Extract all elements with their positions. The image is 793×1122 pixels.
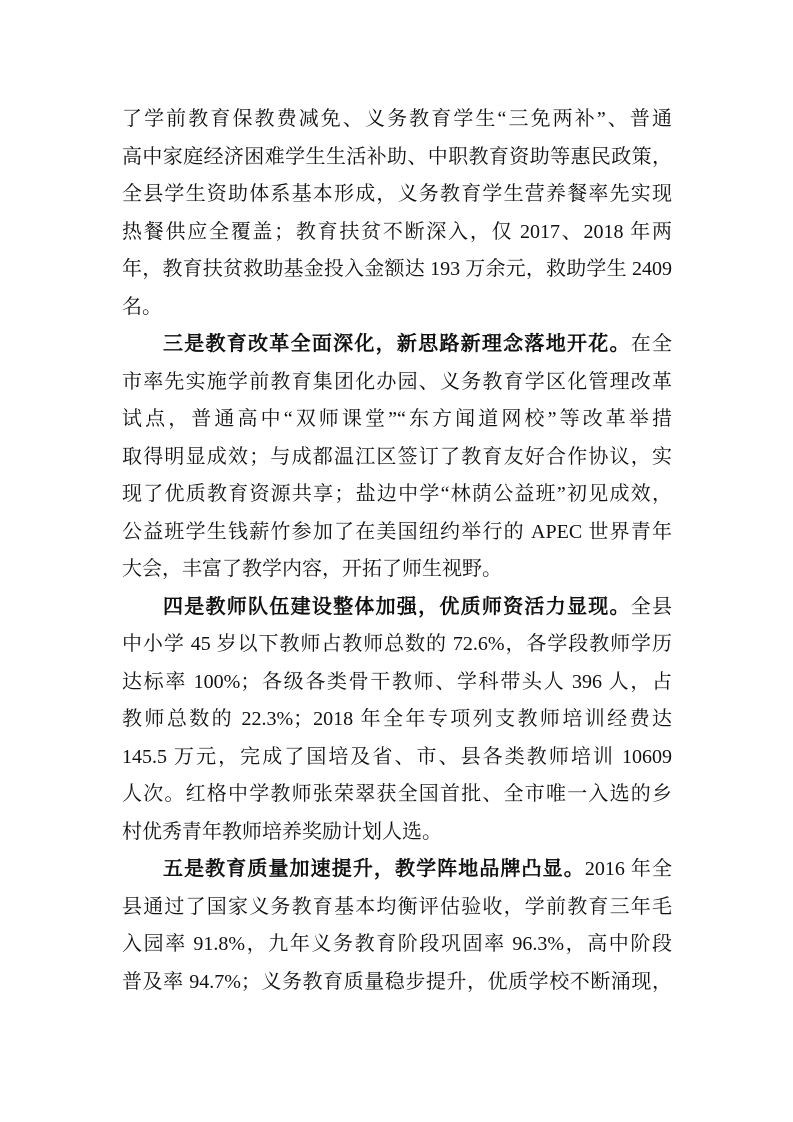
- text-line: 取得明显成效；与成都温江区签订了教育友好合作协议，实: [122, 445, 672, 468]
- text-line: 现了优质教育资源共享；盐边中学“林荫公益班”初见成效，: [122, 483, 672, 505]
- text-span: 2016 年全: [584, 858, 673, 880]
- text-line: [122, 589, 672, 627]
- text-line: 村优秀青年教师培养奖励计划人选。: [122, 820, 442, 843]
- paragraph-teachers: [122, 589, 672, 852]
- text-line: 全县学生资助体系基本形成，义务教育学生营养餐率先实现: [122, 183, 672, 205]
- text-line: 中小学 45 岁以下教师占教师总数的 72.6%，各学段教师学历: [122, 633, 672, 655]
- text-line: 县通过了国家义务教育基本均衡评估验收，学前教育三年毛: [122, 895, 672, 918]
- text-line: [122, 851, 672, 889]
- text-line: 市率先实施学前教育集团化办园、义务教育学区化管理改革: [122, 370, 672, 393]
- text-line: 热餐供应全覆盖；教育扶贫不断深入，仅 2017、2018 年两: [122, 220, 672, 243]
- paragraph-lead: 五是教育质量加速提升，教学阵地品牌凸显。: [163, 858, 585, 880]
- paragraph-assistance: [122, 101, 672, 326]
- text-line: 试点，普通高中“双师课堂”“东方闻道网校”等改革举措: [122, 408, 672, 430]
- paragraph-lead: 三是教育改革全面深化，新思路新理念落地开花。: [163, 333, 631, 355]
- text-line: 人次。红格中学教师张荣翠获全国首批、全市唯一入选的乡: [122, 783, 672, 805]
- text-line: 了学前教育保教费减免、义务教育学生“三免两补”、普通: [122, 108, 672, 130]
- text-line: 大会，丰富了教学内容，开拓了师生视野。: [122, 558, 502, 580]
- text-line: 年，教育扶贫救助基金投入金额达 193 万余元，救助学生 2409: [122, 258, 672, 280]
- text-span: 全县: [630, 595, 673, 618]
- text-line: 名。: [122, 295, 162, 318]
- text-line: 普及率 94.7%；义务教育质量稳步提升，优质学校不断涌现，: [122, 970, 672, 993]
- paragraph-reform: [122, 326, 672, 589]
- text-line: 公益班学生钱薪竹参加了在美国纽约举行的 APEC 世界青年: [122, 520, 672, 543]
- text-line: 教师总数的 22.3%；2018 年全年专项列支教师培训经费达: [122, 708, 672, 730]
- text-line: 145.5 万元，完成了国培及省、市、县各类教师培训 10609: [122, 745, 672, 768]
- paragraph-quality: [122, 851, 672, 1001]
- document-page: [122, 101, 672, 1001]
- paragraph-lead: 四是教师队伍建设整体加强，优质师资活力显现。: [163, 595, 631, 618]
- text-span: 在全: [630, 333, 673, 355]
- text-line: 高中家庭经济困难学生生活补助、中职教育资助等惠民政策，: [122, 145, 672, 168]
- text-line: 入园率 91.8%，九年义务教育阶段巩固率 96.3%，高中阶段: [122, 933, 672, 955]
- text-line: 达标率 100%；各级各类骨干教师、学科带头人 396 人，占: [122, 670, 672, 693]
- text-line: [122, 326, 672, 364]
